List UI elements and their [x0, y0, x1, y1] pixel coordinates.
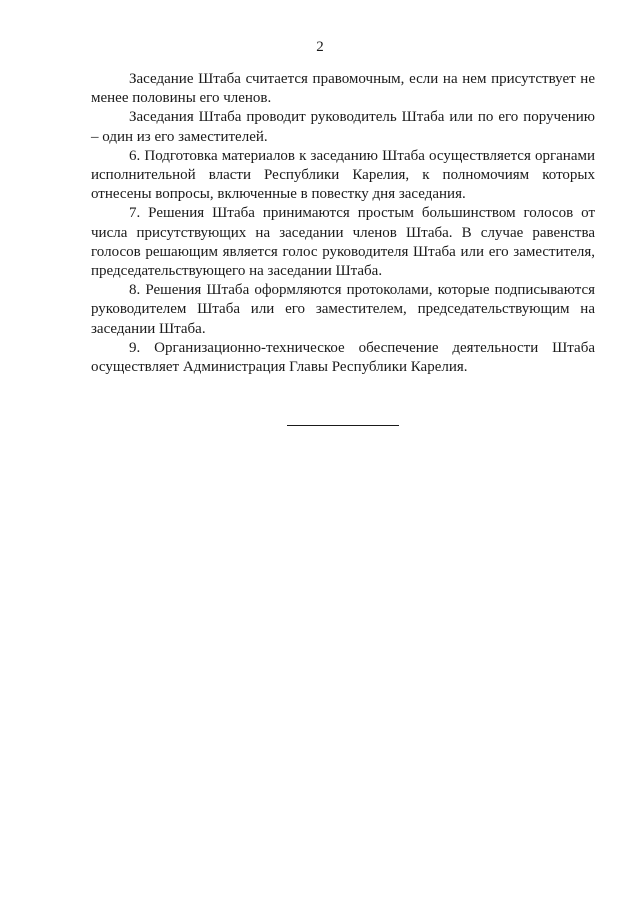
paragraph-meeting-chair: Заседания Штаба проводит руководитель Штаба или по его поручению – один из его заместителей. [91, 109, 595, 145]
paragraph-item-8: 8. Решения Штаба оформляются протоколами, которые подписываются руководителем Штаба или его заместителем, председательствующим на заседании Штаба. [91, 282, 595, 337]
page-number: 2 [316, 39, 324, 55]
paragraph-quorum: Заседание Штаба считается правомочным, если на нем присутствует не менее половины его членов. [91, 71, 595, 107]
document-body [91, 70, 595, 377]
paragraph-item-9: 9. Организационно-техническое обеспечение деятельности Штаба осуществляет Администрация Главы Республики Карелия. [91, 339, 595, 376]
end-separator-line [287, 425, 399, 426]
paragraph-item-7: 7. Решения Штаба принимаются простым большинством голосов от числа присутствующих на заседании членов Штаба. В случае равенства голосов решающим является голос руководителя Штаба или его заместителя, председательствующего на заседании Штаба. [91, 205, 595, 280]
paragraph-item-6: 6. Подготовка материалов к заседанию Штаба осуществляется органами исполнительной власти Республики Карелия, к полномочиям которых отнесены вопросы, включенные в повестку дня заседания. [91, 147, 595, 203]
